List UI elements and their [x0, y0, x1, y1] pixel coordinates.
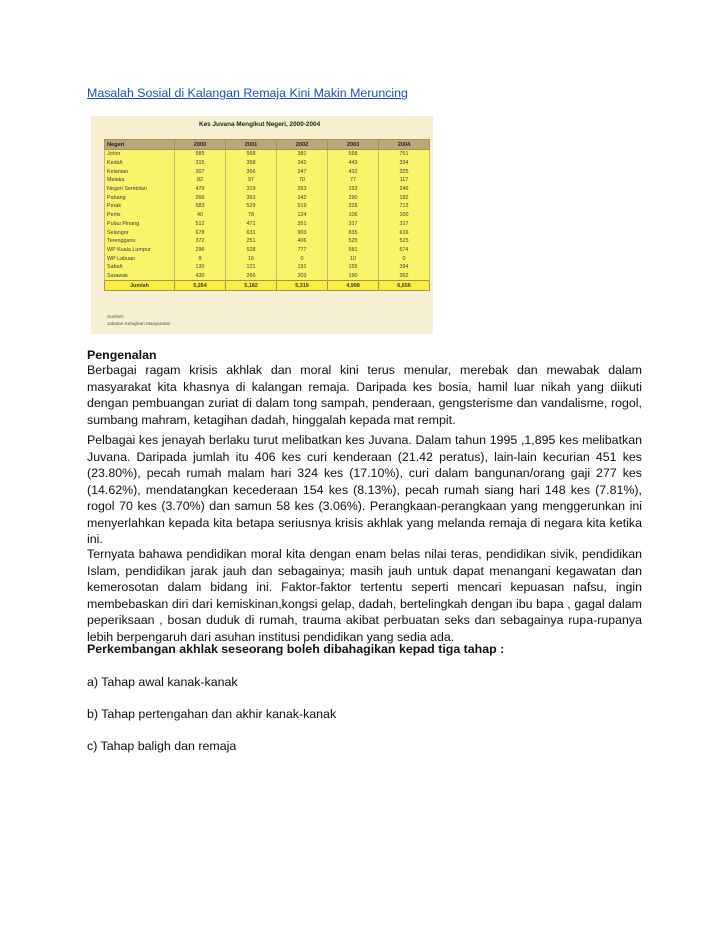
table-row — [105, 176, 430, 185]
table-body — [105, 150, 430, 281]
total-cell: Jumlah — [105, 281, 175, 291]
state-name-cell: Pulau Pinang — [105, 220, 175, 229]
case-count-cell: 751 — [379, 150, 430, 159]
header-cell: 2002 — [277, 140, 328, 150]
case-count-cell: 328 — [328, 202, 379, 211]
total-cell: 6,656 — [379, 281, 430, 291]
case-count-cell: 296 — [175, 246, 226, 255]
table-row — [105, 211, 430, 220]
case-count-cell: 479 — [175, 185, 226, 194]
figure-source-label: Sumber: — [107, 314, 125, 319]
case-count-cell: 713 — [379, 202, 430, 211]
case-count-cell: 100 — [379, 211, 430, 220]
total-cell: 5,182 — [226, 281, 277, 291]
table-header-row — [105, 140, 430, 150]
case-count-cell: 528 — [226, 246, 277, 255]
case-count-cell: 117 — [379, 176, 430, 185]
case-count-cell: 362 — [379, 272, 430, 281]
case-count-cell: 263 — [277, 185, 328, 194]
state-name-cell: Kedah — [105, 159, 175, 168]
total-cell: 5,264 — [175, 281, 226, 291]
state-name-cell: Johor — [105, 150, 175, 159]
case-count-cell: 583 — [175, 202, 226, 211]
case-count-cell: 319 — [226, 185, 277, 194]
state-name-cell: WP Labuan — [105, 254, 175, 263]
header-cell: Negeri — [105, 140, 175, 150]
table-row — [105, 237, 430, 246]
case-count-cell: 10 — [328, 254, 379, 263]
case-count-cell: 358 — [226, 159, 277, 168]
case-count-cell: 342 — [277, 159, 328, 168]
case-count-cell: 251 — [226, 237, 277, 246]
case-count-cell: 835 — [328, 228, 379, 237]
figure-source-name: Jabatan Kebajikan Masyarakat — [107, 321, 170, 326]
case-count-cell: 406 — [277, 237, 328, 246]
case-count-cell: 155 — [328, 263, 379, 272]
paragraph-education: Ternyata bahawa pendidikan moral kita dengan enam belas nilai teras, pendidikan sivik, pendidikan Islam, pendidikan jarak jauh dan sebagainya; masih jauh untuk dapat menangani kegawatan dan kemerosotan dalam bidang ini. Faktor-faktor tertentu seperti mencari kepuasan nafsu, ingin membebaskan diri dari kemiskinan,kongsi gelap, dadah, bertelingkah dengan ibu bapa , gagal dalam peperiksaan , bosan duduk di rumah, trauma akibat perbuatan seks dan sebagainya rupa-rupanya lebih berpengaruh dari asuhan institusi pendidikan yang sedia ada. — [87, 547, 642, 644]
case-count-cell: 0 — [277, 254, 328, 263]
case-count-cell: 430 — [175, 272, 226, 281]
case-count-cell: 903 — [277, 228, 328, 237]
case-count-cell: 581 — [328, 246, 379, 255]
case-count-cell: 190 — [328, 272, 379, 281]
table-row — [105, 220, 430, 229]
case-count-cell: 347 — [277, 167, 328, 176]
case-count-cell: 317 — [328, 220, 379, 229]
case-count-cell: 40 — [175, 211, 226, 220]
case-count-cell: 585 — [175, 150, 226, 159]
table-row — [105, 263, 430, 272]
case-count-cell: 9 — [175, 254, 226, 263]
case-count-cell: 153 — [328, 185, 379, 194]
table-row — [105, 202, 430, 211]
table-total-row — [105, 281, 430, 291]
case-count-cell: 78 — [226, 211, 277, 220]
table-row — [105, 272, 430, 281]
state-name-cell: Perak — [105, 202, 175, 211]
juvenile-cases-table-figure — [87, 112, 438, 336]
table-row — [105, 167, 430, 176]
stage-item: b) Tahap pertengahan dan akhir kanak-kanak — [87, 707, 337, 721]
case-count-cell: 290 — [328, 193, 379, 202]
stage-item: a) Tahap awal kanak-kanak — [87, 675, 238, 689]
figure-title: Kes Juvana Mengikut Negeri, 2000-2004 — [199, 121, 321, 128]
case-count-cell: 246 — [379, 185, 430, 194]
case-count-cell: 631 — [226, 228, 277, 237]
table-row — [105, 246, 430, 255]
header-cell: 2003 — [328, 140, 379, 150]
state-name-cell: Kelantan — [105, 167, 175, 176]
case-count-cell: 777 — [277, 246, 328, 255]
header-cell: 2001 — [226, 140, 277, 150]
case-count-cell: 266 — [226, 272, 277, 281]
table-row — [105, 150, 430, 159]
paragraph-intro: Berbagai ragam krisis akhlak dan moral kini terus menular, merebak dan mewabak dalam masyarakat kita khasnya di kalangan remaja. Daripada kes bosia, hamil luar nikah yang diikuti dengan pembuangan zuriat di dalam tong sampah, penderaan, gengsterisme dan vandalisme, rogol, sumbang mahram, ketagihan dadah, hinggalah kepada mat rempit. — [87, 363, 642, 427]
state-name-cell: Terengganu — [105, 237, 175, 246]
state-name-cell: Melaka — [105, 176, 175, 185]
case-count-cell: 334 — [379, 159, 430, 168]
table-row — [105, 185, 430, 194]
case-count-cell: 674 — [379, 246, 430, 255]
case-count-cell: 77 — [328, 176, 379, 185]
state-name-cell: WP Kuala Lumpur — [105, 246, 175, 255]
case-count-cell: 191 — [277, 263, 328, 272]
case-count-cell: 519 — [277, 202, 328, 211]
case-count-cell: 372 — [175, 237, 226, 246]
case-count-cell: 97 — [226, 176, 277, 185]
case-count-cell: 363 — [226, 193, 277, 202]
case-count-cell: 525 — [328, 237, 379, 246]
table-row — [105, 159, 430, 168]
case-count-cell: 266 — [175, 193, 226, 202]
article-title-link[interactable]: Masalah Sosial di Kalangan Remaja Kini Makin Meruncing — [87, 86, 408, 100]
case-count-cell: 351 — [277, 220, 328, 229]
state-name-cell: Perlis — [105, 211, 175, 220]
case-count-cell: 678 — [175, 228, 226, 237]
case-count-cell: 443 — [328, 159, 379, 168]
state-name-cell: Selangor — [105, 228, 175, 237]
stages-heading: Perkembangan akhlak seseorang boleh dibahagikan kepad tiga tahap : — [87, 642, 505, 656]
case-count-cell: 303 — [277, 272, 328, 281]
stage-item: c) Tahap baligh dan remaja — [87, 739, 237, 753]
case-count-cell: 381 — [277, 150, 328, 159]
state-name-cell: Sabah — [105, 263, 175, 272]
total-cell: 5,319 — [277, 281, 328, 291]
case-count-cell: 616 — [379, 228, 430, 237]
case-count-cell: 432 — [328, 167, 379, 176]
state-name-cell: Sarawak — [105, 272, 175, 281]
case-count-cell: 568 — [226, 150, 277, 159]
case-count-cell: 394 — [379, 263, 430, 272]
case-count-cell: 325 — [379, 167, 430, 176]
case-count-cell: 124 — [277, 211, 328, 220]
paragraph-statistics: Pelbagai kes jenayah berlaku turut melibatkan kes Juvana. Dalam tahun 1995 ,1,895 kes melibatkan Juvana. Daripada jumlah itu 406 kes curi kenderaan (21.42 peratus), lain-lain kecurian 451 kes (23.80%), pecah rumah malam hari 324 kes (17.10%), curi dalam bangunan/orang gaji 277 kes (14.62%), mendatangkan kecederaan 154 kes (8.13%), pecah rumah siang hari 148 kes (7.81%), rogol 70 kes (3.70%) dan samun 58 kes (3.06%). Perangkaan-perangkaan yang menggerunkan ini menyerlahkan kepada kita betapa seriusnya krisis akhlak yang melanda remaja di negara kita ketika ini. — [87, 433, 642, 546]
case-count-cell: 182 — [379, 193, 430, 202]
case-count-cell: 82 — [175, 176, 226, 185]
case-count-cell: 307 — [175, 167, 226, 176]
case-count-cell: 70 — [277, 176, 328, 185]
state-name-cell: Negeri Sembilan — [105, 185, 175, 194]
case-count-cell: 471 — [226, 220, 277, 229]
section-heading: Pengenalan — [87, 348, 157, 362]
case-count-cell: 512 — [175, 220, 226, 229]
header-cell: 2000 — [175, 140, 226, 150]
case-count-cell: 106 — [328, 211, 379, 220]
juvenile-cases-table — [104, 139, 430, 291]
total-cell: 4,998 — [328, 281, 379, 291]
case-count-cell: 342 — [277, 193, 328, 202]
case-count-cell: 16 — [226, 254, 277, 263]
table-row — [105, 193, 430, 202]
case-count-cell: 130 — [175, 263, 226, 272]
case-count-cell: 558 — [328, 150, 379, 159]
table-row — [105, 254, 430, 263]
header-cell: 2004 — [379, 140, 430, 150]
case-count-cell: 121 — [226, 263, 277, 272]
case-count-cell: 0 — [379, 254, 430, 263]
state-name-cell: Pahang — [105, 193, 175, 202]
table-row — [105, 228, 430, 237]
case-count-cell: 315 — [175, 159, 226, 168]
case-count-cell: 525 — [379, 237, 430, 246]
case-count-cell: 366 — [226, 167, 277, 176]
case-count-cell: 529 — [226, 202, 277, 211]
case-count-cell: 317 — [379, 220, 430, 229]
